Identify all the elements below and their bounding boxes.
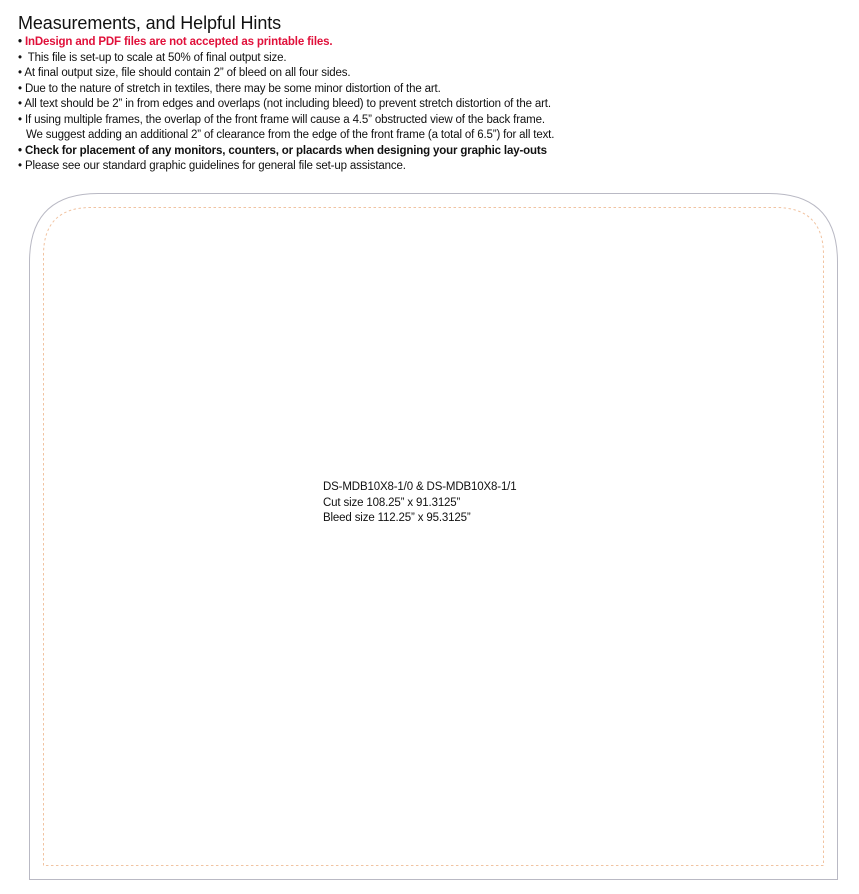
bullet-icon: • [18,144,22,157]
hint-text: Please see our standard graphic guidelines for general file set-up assistance. [24,160,406,172]
bullet-icon: • [18,113,22,126]
bullet-icon: • [18,98,22,110]
bullet-icon: • [18,67,22,79]
hint-text: Check for placement of any monitors, counters, or placards when designing your graphic lay-outs [24,144,547,157]
hint-text: InDesign and PDF files are not accepted as printable files. [24,36,333,48]
bullet-icon: • [18,51,22,64]
safe-area-outline [44,208,824,866]
hint-text: Due to the nature of stretch in textiles, there may be some minor distortion of the art. [24,82,441,95]
bleed-size: Bleed size 112.25” x 95.3125” [323,512,471,524]
bullet-icon: • [18,160,22,172]
bleed-outline [30,194,838,880]
model-number: DS-MDB10X8-1/0 & DS-MDB10X8-1/1 [323,481,517,493]
bullet-icon: • [18,82,22,95]
hints-title: Measurements, and Helpful Hints [18,13,282,33]
hint-text: This file is set-up to scale at 50% of final output size. [24,51,287,64]
hint-text: We suggest adding an additional 2” of clearance from the edge of the front frame (a total of 6.5”) for all text. [26,129,555,141]
hint-text: All text should be 2” in from edges and overlaps (not including bleed) to prevent stretch distortion of the art. [24,98,551,110]
hint-text: At final output size, file should contain 2” of bleed on all four sides. [24,67,351,79]
cut-size: Cut size 108.25” x 91.3125” [323,496,461,509]
bullet-icon: • [18,36,22,48]
template-spec-block [323,480,516,527]
hint-text: If using multiple frames, the overlap of the front frame will cause a 4.5” obstructed view of the back frame. [24,113,545,126]
